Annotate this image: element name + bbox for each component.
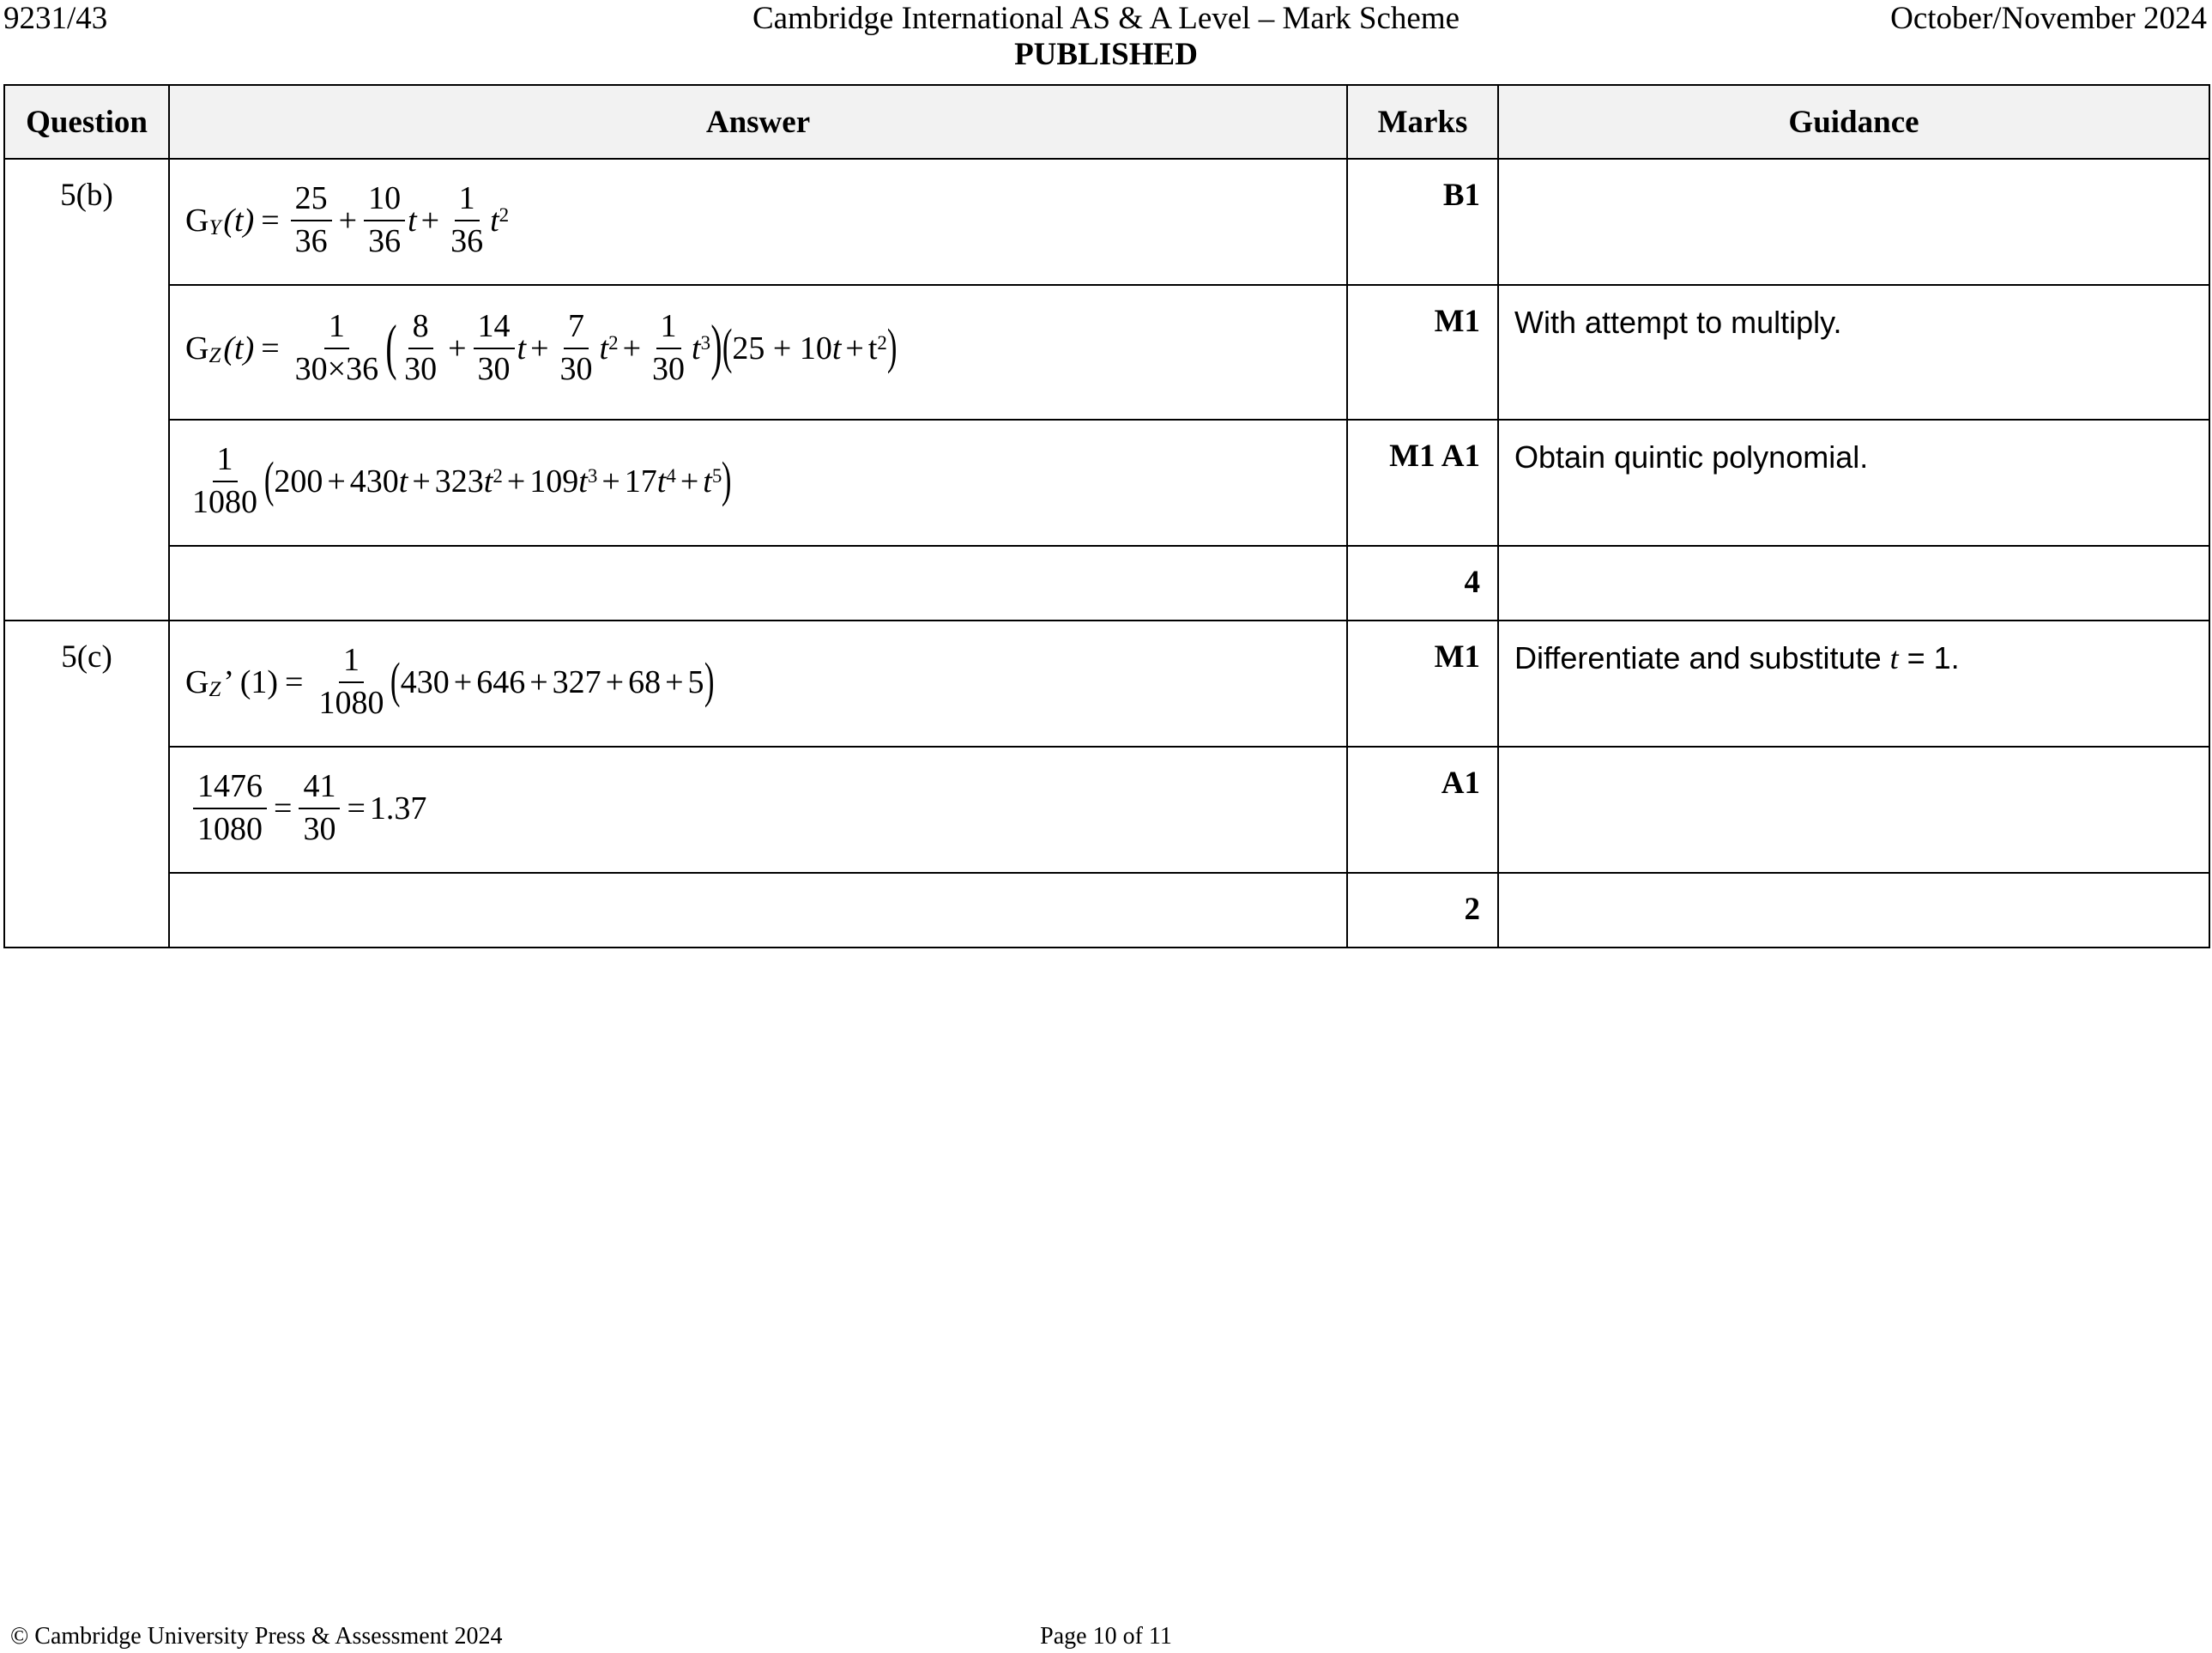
math-expression: $\frac{1}{1080}$ ( 200 + 430 t + 323 t $^2$ + 109 t $^3$ + 17 t $^4$ + t $^5$ ) (192, 441, 732, 520)
mark-scheme-table (3, 84, 2210, 948)
copyright-notice: © Cambridge University Press & Assessment 2024 (10, 1623, 503, 1650)
guidance-cell (1498, 546, 2209, 621)
table-row (4, 621, 2209, 747)
marks-total: 2 (1347, 873, 1498, 948)
guidance-cell: Obtain quintic polynomial. (1498, 420, 2209, 546)
exam-session: October/November 2024 (1890, 1, 2207, 36)
guidance-cell (1498, 747, 2209, 873)
header-guidance: Guidance (1498, 85, 2209, 159)
guidance-cell: With attempt to multiply. (1498, 285, 2209, 420)
question-number: 5(b) (4, 159, 169, 621)
math-expression: G Y (t) = $\frac{25}{36}$ + $\frac{10}{36}$ t + $\frac{1}{36}$ t $^2$ (185, 180, 510, 259)
marks-cell: M1 (1347, 621, 1498, 747)
answer-cell (169, 621, 1347, 747)
answer-cell (169, 285, 1347, 420)
guidance-cell (1498, 873, 2209, 948)
guidance-cell: Differentiate and substitute t = 1. (1498, 621, 2209, 747)
marks-cell: M1 A1 (1347, 420, 1498, 546)
page-number: Page 10 of 11 (1040, 1623, 1172, 1650)
math-expression: $\frac{1476}{1080}$ = $\frac{41}{30}$ = 1.37 (190, 770, 426, 847)
math-expression: G Z (t) = $\frac{1}{30\times 36}$ ( $\frac{8}{30}$ + $\frac{14}{30}$ t + $\frac{7}{30}$ t $^2$ + $\frac{1}{30}$ t $^3$ ) ( 25 + 10 t + t $^2$ ) (185, 308, 897, 387)
header-question: Question (4, 85, 169, 159)
marks-total: 4 (1347, 546, 1498, 621)
answer-cell (169, 747, 1347, 873)
answer-cell (169, 873, 1347, 948)
marks-cell: M1 (1347, 285, 1498, 420)
question-number: 5(c) (4, 621, 169, 948)
table-row (4, 285, 2209, 420)
header-marks: Marks (1347, 85, 1498, 159)
guidance-cell (1498, 159, 2209, 285)
math-expression: G Z ’ (1) = $\frac{1}{1080}$ ( 430 + 646 + 327 + 68 + 5 ) (185, 642, 714, 721)
published-status: PUBLISHED (1014, 37, 1198, 72)
header-answer: Answer (169, 85, 1347, 159)
table-row (4, 873, 2209, 948)
table-row (4, 420, 2209, 546)
answer-cell (169, 159, 1347, 285)
document-code: 9231/43 (3, 1, 108, 36)
answer-cell (169, 420, 1347, 546)
marks-cell: B1 (1347, 159, 1498, 285)
marks-cell: A1 (1347, 747, 1498, 873)
document-title: Cambridge International AS & A Level – Mark Scheme (752, 1, 1460, 36)
answer-cell (169, 546, 1347, 621)
table-row (4, 546, 2209, 621)
table-row (4, 747, 2209, 873)
table-row (4, 159, 2209, 285)
table-header-row (4, 85, 2209, 159)
